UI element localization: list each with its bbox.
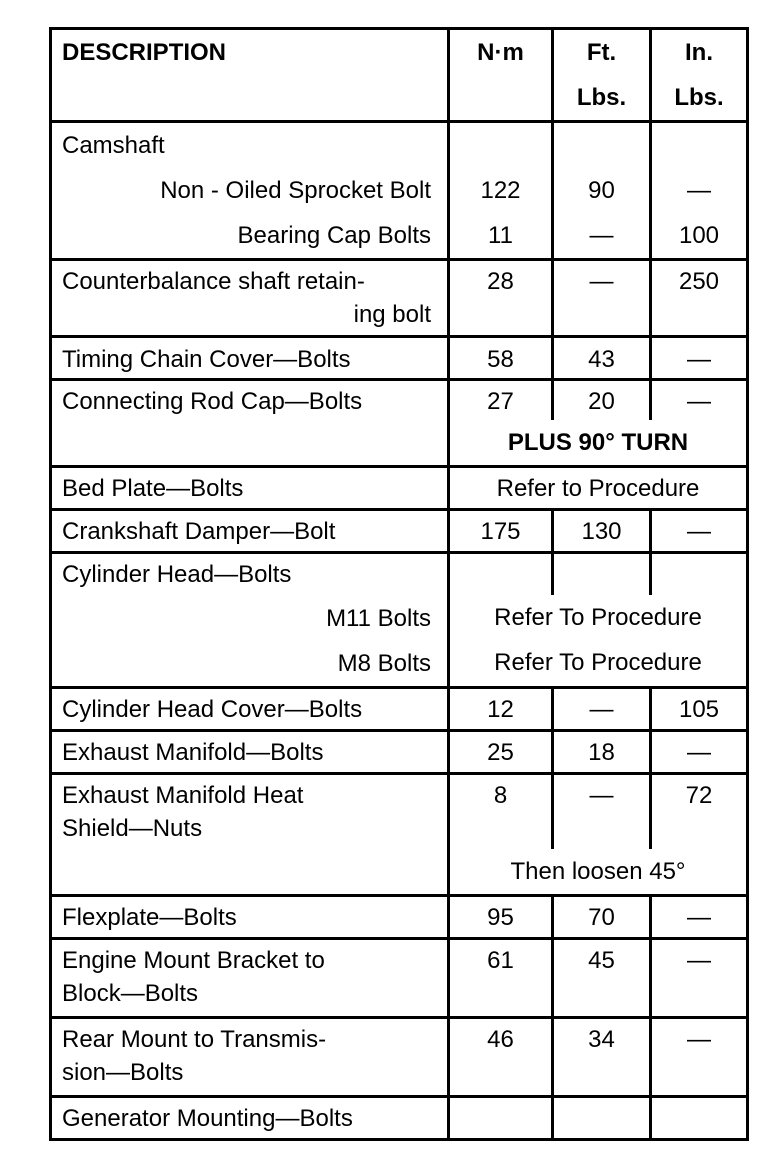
table-row: [51, 939, 748, 1018]
mount-in: —: [687, 947, 711, 974]
flexplate-ft: 70: [588, 904, 615, 931]
timing-nm: 58: [487, 346, 514, 373]
header-description: [51, 29, 449, 122]
m8-value: Refer To Procedure: [494, 648, 702, 676]
conrod-ft: 20: [588, 388, 615, 415]
damper-in: —: [687, 518, 711, 545]
m8-label: M8 Bolts: [337, 650, 431, 677]
table-row: [51, 774, 748, 850]
m11-value: Refer To Procedure: [494, 603, 702, 631]
sprocket-in: —: [687, 177, 711, 204]
header-in-lbs: [651, 29, 748, 122]
header-in-line2: Lbs.: [674, 84, 724, 111]
shield-line2: Shield—Nuts: [62, 815, 203, 842]
camshaft-label: Camshaft: [62, 132, 165, 159]
generator-label: Generator Mounting—Bolts: [62, 1105, 353, 1132]
table-row: [51, 1097, 748, 1140]
cylhead-label: Cylinder Head—Bolts: [62, 561, 292, 588]
generator-in: [652, 1098, 746, 1138]
table-row: [51, 337, 748, 380]
table-row: [51, 553, 748, 595]
headcover-nm: 12: [487, 696, 514, 723]
table-row: [51, 1018, 748, 1097]
counterbalance-line2: ing bolt: [353, 301, 431, 328]
bearing-label: Bearing Cap Bolts: [237, 222, 431, 249]
headcover-ft: —: [589, 696, 614, 723]
conrod-nm: 27: [487, 388, 514, 415]
exhaust-in: —: [687, 739, 711, 766]
flexplate-nm: 95: [487, 904, 514, 931]
exhaust-ft: 18: [588, 739, 615, 766]
torque-spec-table: [49, 27, 749, 1141]
headcover-in: 105: [678, 696, 720, 723]
table-row: [51, 896, 748, 939]
timing-ft: 43: [588, 346, 615, 373]
header-ft-lbs: [553, 29, 651, 122]
shield-line1: Exhaust Manifold Heat: [62, 782, 304, 809]
shield-ft: —: [589, 782, 614, 809]
m11-label: M11 Bolts: [326, 605, 431, 632]
rear-nm: 46: [487, 1026, 514, 1053]
flexplate-in: —: [687, 904, 711, 931]
bedplate-value: Refer to Procedure: [496, 475, 700, 502]
table-row: [51, 260, 748, 337]
rear-in: —: [687, 1026, 711, 1053]
conrod-label: Connecting Rod Cap—Bolts: [62, 388, 363, 415]
header-description-label: DESCRIPTION: [62, 39, 227, 66]
table-row: [51, 731, 748, 774]
shield-note: Then loosen 45°: [510, 858, 686, 885]
table-row: [51, 122, 748, 260]
table-row: [51, 688, 748, 731]
table-row: [51, 510, 748, 553]
bearing-nm: 11: [488, 222, 513, 249]
sprocket-ft: 90: [588, 177, 615, 204]
header-ft-line2: Lbs.: [576, 84, 627, 111]
header-row: [51, 29, 748, 122]
header-nm-label: N·m: [477, 39, 524, 66]
counterbalance-nm: 28: [487, 268, 514, 295]
mount-line2: Block—Bolts: [62, 980, 199, 1007]
mount-line1: Engine Mount Bracket to: [62, 947, 325, 974]
header-ft-line1: Ft.: [586, 39, 617, 66]
damper-nm: 175: [480, 518, 521, 545]
damper-label: Crankshaft Damper—Bolt: [62, 518, 336, 545]
bearing-in: 100: [678, 222, 720, 249]
counterbalance-in: 250: [678, 268, 720, 295]
exhaust-nm: 25: [487, 739, 514, 766]
shield-nm: 8: [493, 782, 508, 809]
exhaust-label: Exhaust Manifold—Bolts: [62, 739, 324, 766]
header-in-line1: In.: [685, 39, 713, 66]
bearing-ft: —: [589, 222, 614, 249]
rear-line1: Rear Mount to Transmis-: [62, 1026, 327, 1053]
generator-ft: [554, 1098, 649, 1138]
counterbalance-ft: —: [589, 268, 614, 295]
headcover-label: Cylinder Head Cover—Bolts: [62, 696, 363, 723]
counterbalance-line1: Counterbalance shaft retain-: [62, 268, 365, 295]
timing-label: Timing Chain Cover—Bolts: [62, 346, 351, 373]
conrod-in: —: [687, 388, 711, 415]
generator-nm: [450, 1098, 551, 1138]
mount-ft: 45: [588, 947, 615, 974]
sprocket-nm: 122: [480, 177, 521, 204]
bedplate-label: Bed Plate—Bolts: [62, 475, 244, 502]
sprocket-label: Non - Oiled Sprocket Bolt: [160, 177, 431, 204]
mount-nm: 61: [487, 947, 514, 974]
table-row: [51, 467, 748, 510]
rear-line2: sion—Bolts: [62, 1059, 184, 1086]
table-row: [51, 380, 748, 421]
timing-in: —: [687, 346, 711, 373]
shield-in: 72: [685, 782, 713, 809]
conrod-note: PLUS 90° TURN: [507, 429, 689, 456]
rear-ft: 34: [588, 1026, 615, 1053]
damper-ft: 130: [581, 518, 622, 545]
header-nm: [449, 29, 553, 122]
flexplate-label: Flexplate—Bolts: [62, 904, 237, 931]
